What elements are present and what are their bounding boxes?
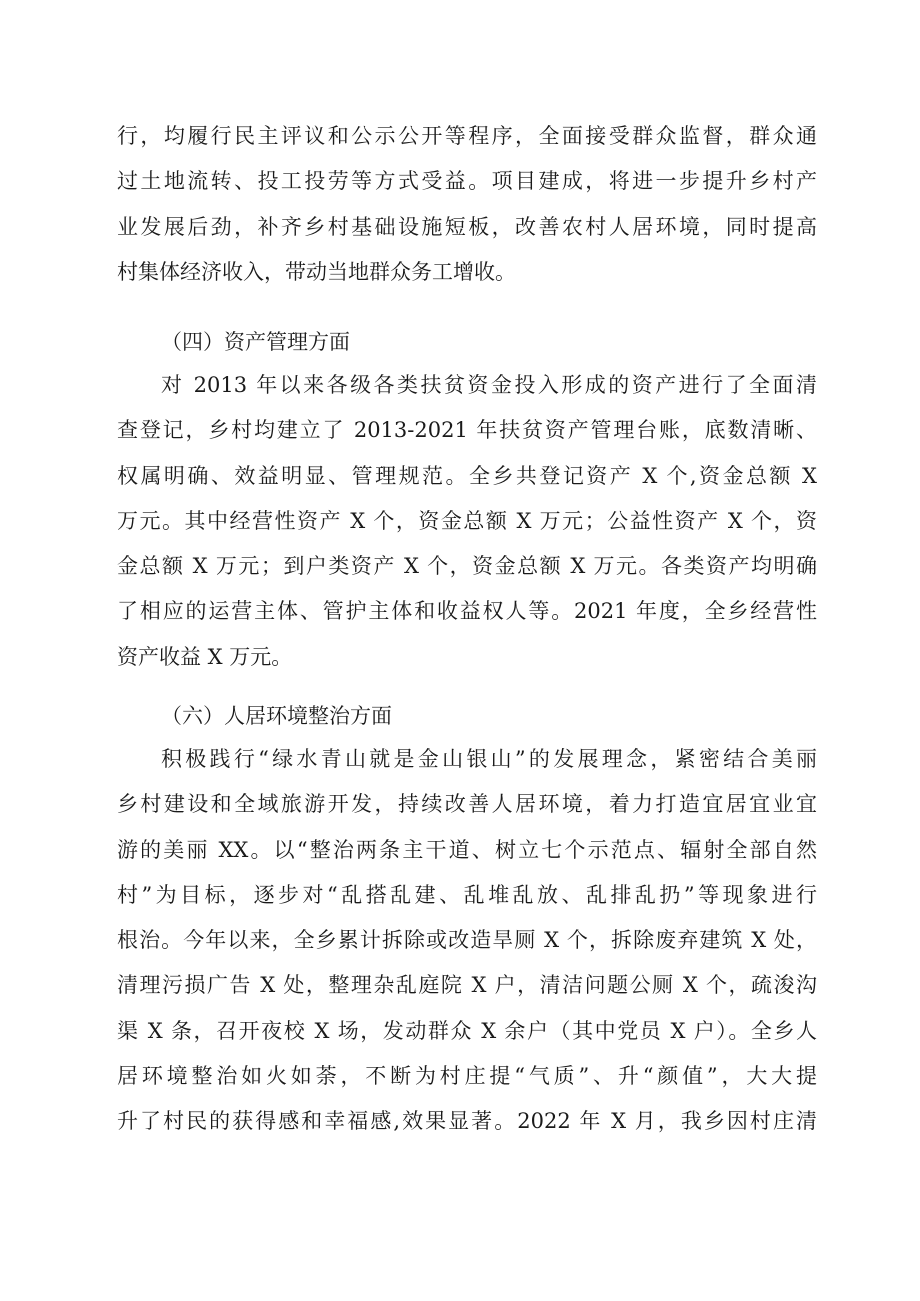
text-line: 万元。其中经营性资产 X 个，资金总额 X 万元；公益性资产 X 个，资 [117,508,817,533]
text-line: 积极践行“绿水青山就是金山银山”的发展理念，紧密结合美丽 [161,747,817,771]
text-line: 金总额 X 万元；到户类资产 X 个，资金总额 X 万元。各类资产均明确 [117,554,817,579]
paragraph-asset-management [117,363,817,680]
text-line: 游的美丽 XX。以“整治两条主干道、树立七个示范点、辐射全部自然 [117,837,817,862]
paragraph-living-environment [117,737,817,1145]
text-line: 升了村民的获得感和幸福感,效果显著。2022 年 X 月，我乡因村庄清 [117,1109,817,1134]
text-line: 居环境整治如火如荼，不断为村庄提“气质”、升“颜值”，大大提 [117,1064,817,1089]
text-line: 权属明确、效益明显、管理规范。全乡共登记资产 X 个,资金总额 X [117,463,817,488]
text-line: 了相应的运营主体、管护主体和收益权人等。2021 年度，全乡经营性 [117,599,817,624]
section-heading-asset-management: （四）资产管理方面 [161,330,350,354]
text-line: 根治。今年以来，全乡累计拆除或改造旱厕 X 个，拆除废弃建筑 X 处， [117,928,817,953]
text-line: 资产收益 X 万元。 [117,644,293,669]
text-line: 村集体经济收入，带动当地群众务工增收。 [117,259,516,284]
text-line: 查登记，乡村均建立了 2013-2021 年扶贫资产管理台账，底数清晰、 [117,418,817,443]
text-line: 乡村建设和全域旅游开发，持续改善人居环境，着力打造宜居宜业宜 [117,792,817,817]
text-line: 清理污损广告 X 处，整理杂乱庭院 X 户，清洁问题公厕 X 个，疏浚沟 [117,973,817,998]
text-line: 过土地流转、投工投劳等方式受益。项目建成，将进一步提升乡村产 [117,169,817,194]
text-line: 对 2013 年以来各级各类扶贫资金投入形成的资产进行了全面清 [161,373,817,397]
section-heading-living-environment: （六）人居环境整治方面 [161,704,392,728]
text-line: 业发展后劲，补齐乡村基础设施短板，改善农村人居环境，同时提高 [117,214,817,239]
paragraph-project-benefits [117,114,817,295]
text-line: 渠 X 条，召开夜校 X 场，发动群众 X 余户（其中党员 X 户）。全乡人 [117,1018,817,1043]
text-line: 行，均履行民主评议和公示公开等程序，全面接受群众监督，群众通 [117,124,817,148]
text-line: 村”为目标，逐步对“乱搭乱建、乱堆乱放、乱排乱扔”等现象进行 [117,882,817,907]
